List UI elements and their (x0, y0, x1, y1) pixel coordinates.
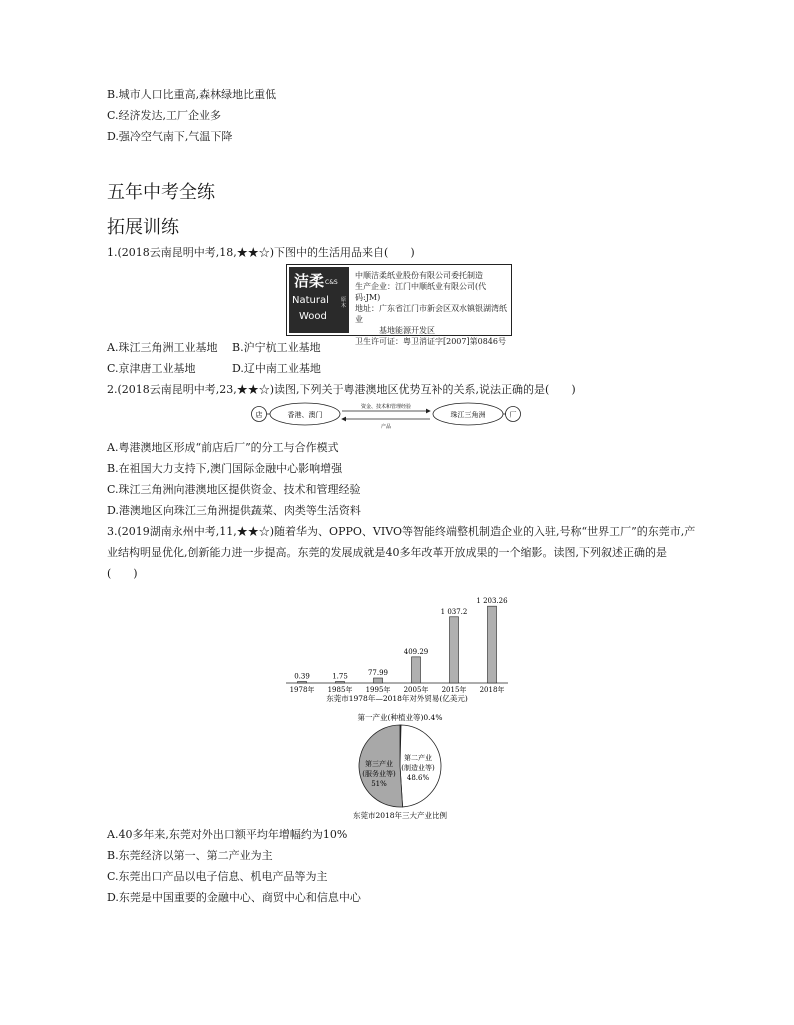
bar-value-label: 77.99 (367, 669, 389, 678)
q1-option-c: C.京津唐工业基地 (107, 362, 196, 375)
bar-value-label: 1.75 (332, 672, 348, 681)
bar-layer (290, 597, 509, 694)
q3-option-c: C.东莞出口产品以电子信息、机电产品等为主 (107, 870, 328, 883)
pie-slice-2-label-line: 48.6% (406, 774, 430, 782)
bar (488, 606, 497, 683)
bar (374, 678, 383, 683)
bar-category-label: 2005年 (403, 686, 429, 694)
product-info (355, 270, 511, 347)
bar-value-label: 1 037.2 (440, 607, 468, 616)
section-heading: 五年中考全练 (107, 182, 215, 203)
logo-cn: 洁柔 (294, 272, 325, 290)
brand-logo (289, 267, 349, 333)
bar (450, 617, 459, 683)
logo-side: 原木 (341, 297, 347, 309)
q2-stem: 2.(2018云南昆明中考,23,★★☆)读图,下列关于粤港澳地区优势互补的关系,说法正确的是( ) (107, 383, 576, 396)
q1-stem: 1.(2018云南昆明中考,18,★★☆)下图中的生活用品来自( ) (107, 246, 415, 259)
q1-option-b: B.沪宁杭工业基地 (232, 341, 321, 354)
bar-category-label: 1995年 (365, 686, 391, 694)
pie-slice-3-label-line: (服务业等) (362, 770, 396, 778)
bar (336, 682, 345, 684)
left-tag-text: 店 (255, 411, 263, 419)
q3-stem-line3: ( ) (107, 567, 138, 580)
prev-option-b: B.城市人口比重高,森林绿地比重低 (107, 88, 277, 101)
logo-en2: Wood (299, 311, 327, 322)
pie-slice-2-label-line: (制造业等) (401, 764, 435, 772)
q3-option-b: B.东莞经济以第一、第二产业为主 (107, 849, 273, 862)
q2-option-a: A.粤港澳地区形成“前店后厂”的分工与合作模式 (107, 441, 339, 454)
pie-chart-title: 东莞市2018年三大产业比例 (352, 811, 448, 820)
industry-pie-chart (320, 710, 480, 822)
q2-option-b: B.在祖国大力支持下,澳门国际金融中心影响增强 (107, 462, 343, 475)
prev-option-c: C.经济发达,工厂企业多 (107, 109, 222, 122)
logo-en1: Natural (292, 295, 329, 306)
bar-category-label: 2015年 (441, 686, 467, 694)
trade-bar-chart (280, 588, 520, 708)
bar-category-label: 1985年 (327, 686, 353, 694)
bar-value-label: 1 203.26 (476, 597, 508, 606)
q2-option-c: C.珠江三角洲向港澳地区提供资金、技术和管理经验 (107, 483, 361, 496)
bar (298, 682, 307, 684)
product-info-line: 生产企业：江门中顺纸业有限公司(代码:JM) (355, 282, 487, 302)
pie-slice-3-label-line: 51% (371, 780, 387, 788)
bar-value-label: 0.39 (294, 672, 310, 681)
bar-value-label: 409.29 (403, 647, 429, 656)
left-ellipse-text: 香港、澳门 (287, 411, 323, 419)
q1-option-d: D.辽中南工业基地 (232, 362, 321, 375)
arrow-top-label: 资金、技术和管理经验 (360, 404, 412, 410)
bar (412, 657, 421, 683)
pie-slice-3-label-line: 第三产业 (365, 760, 393, 768)
product-info-line: 基地能源开发区 (355, 326, 435, 335)
q2-option-d: D.港澳地区向珠江三角洲提供蔬菜、肉类等生活资料 (107, 504, 361, 517)
arrow-bottom-label: 产品 (380, 424, 392, 430)
prev-option-d: D.强冷空气南下,气温下降 (107, 130, 233, 143)
q3-stem-line1: 3.(2019湖南永州中考,11,★★☆)随着华为、OPPO、VIVO等智能终端整机制造企业的入驻,号称“世界工厂”的东莞市,产 (107, 525, 696, 538)
q2-diagram (250, 400, 522, 430)
subsection-heading: 拓展训练 (107, 217, 179, 238)
pie-slice-2-label-line: 第二产业 (404, 754, 432, 762)
q3-option-a: A.40多年来,东莞对外出口额平均年增幅约为10% (107, 828, 348, 841)
bar-chart-title: 东莞市1978年—2018年对外贸易(亿美元) (326, 694, 468, 703)
q3-option-d: D.东莞是中国重要的金融中心、商贸中心和信息中心 (107, 891, 361, 904)
bar-category-label: 1978年 (289, 686, 315, 694)
q3-stem-line2: 业结构明显优化,创新能力进一步提高。东莞的发展成就是40多年改革开放成果的一个缩影。读图,下列叙述正确的是 (107, 546, 667, 559)
right-tag-text: 厂 (509, 411, 517, 419)
product-label-image (286, 264, 512, 346)
bar-category-label: 2018年 (479, 686, 505, 694)
product-info-line: 卫生许可证：粤卫消证字[2007]第0846号 (355, 337, 506, 346)
product-info-line: 中顺洁柔纸业股份有限公司委托制造 (355, 271, 483, 280)
product-info-line: 地址：广东省江门市新会区双水镇银湖湾纸业 (355, 304, 507, 324)
q1-option-a: A.珠江三角洲工业基地 (107, 341, 218, 354)
logo-cs: C&S (325, 279, 338, 286)
pie-slice-1-label: 第一产业(种植业等)0.4% (357, 713, 443, 722)
right-ellipse-text: 珠江三角洲 (450, 411, 486, 419)
